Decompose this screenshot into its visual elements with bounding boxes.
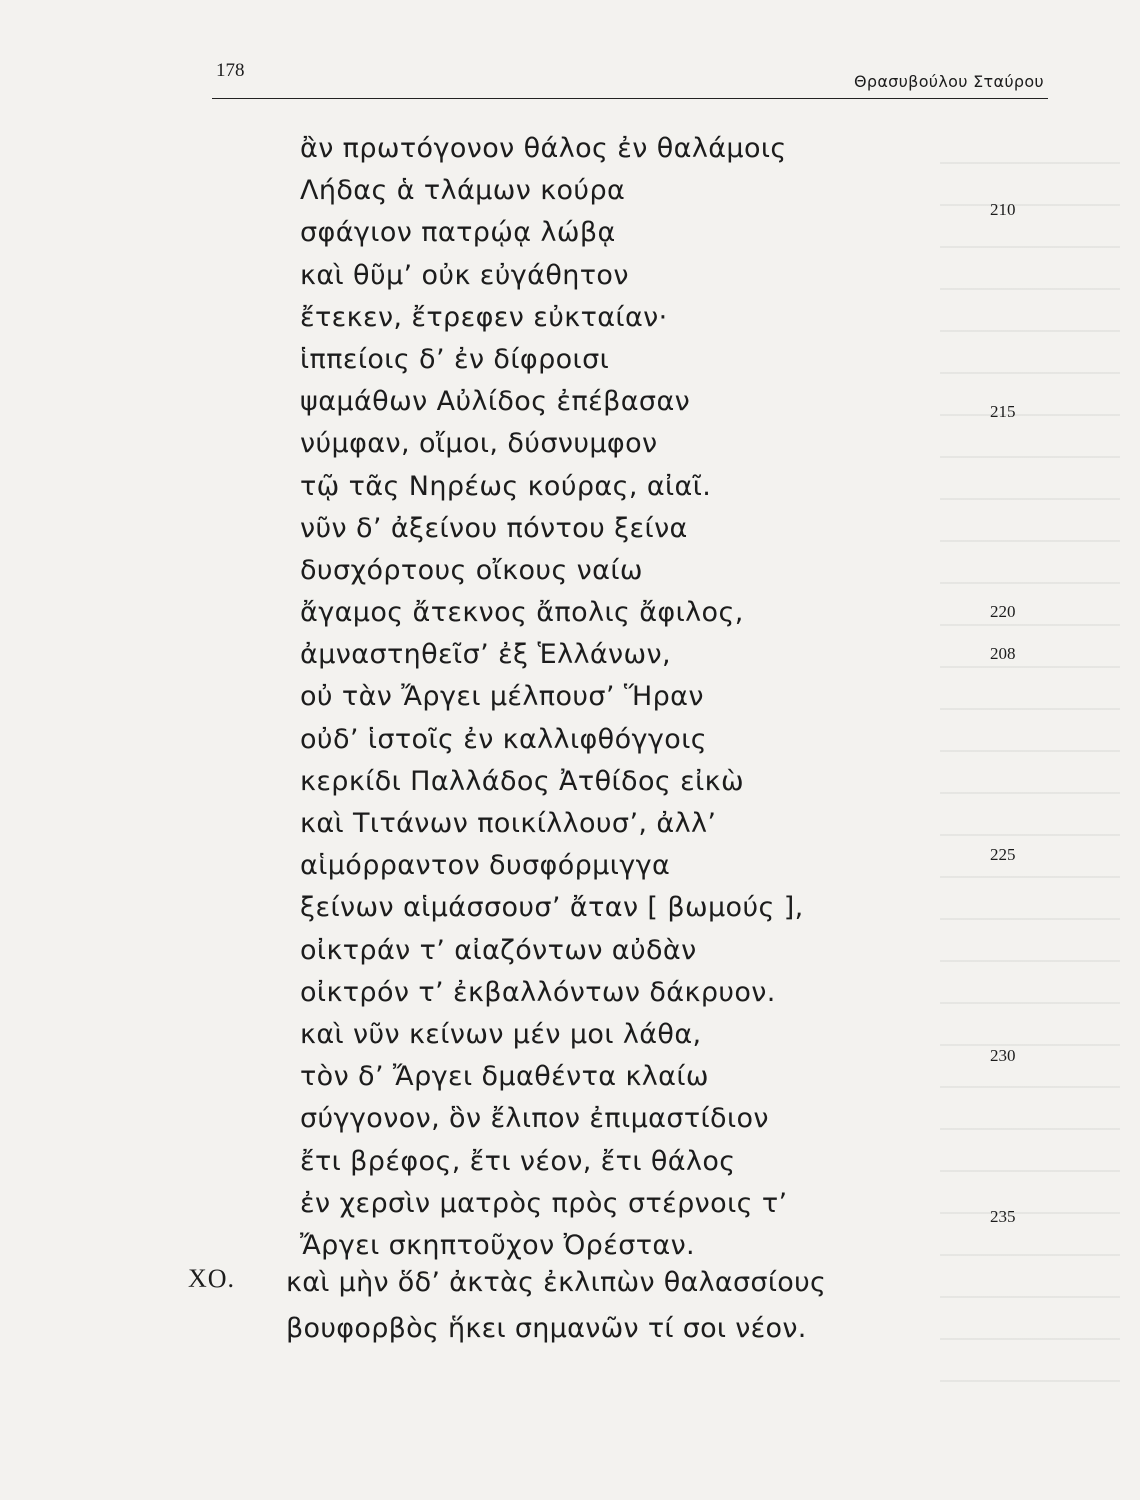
- verse-line: καὶ Τιτάνων ποικίλλουσ’, ἀλλ’: [300, 808, 717, 839]
- verse-line: ψαμάθων Αὐλίδος ἐπέβασαν: [300, 386, 691, 418]
- verse-line: καὶ θῦμ’ οὐκ εὐγάθητον: [300, 259, 629, 291]
- verse-block: [300, 128, 820, 1267]
- chorus-lines: [286, 1260, 826, 1352]
- line-number-215: 215: [990, 402, 1016, 421]
- verse-line: ἱππείοις δ’ ἐν δίφροισι: [300, 343, 610, 375]
- verse-line: τὸν δ’ Ἄργει δμαθέντα κλαίω: [300, 1061, 709, 1093]
- line-number-225: 225: [990, 845, 1016, 864]
- verse-line: αἱμόρραντον δυσφόρμιγγα: [300, 850, 671, 882]
- verse-line: τῷ τᾶς Νηρέως κούρας, αἰαῖ.: [300, 470, 712, 502]
- verse-line: οἰκτρόν τ’ ἐκβαλλόντων δάκρυον.: [300, 976, 776, 1008]
- page-header: [212, 58, 1048, 102]
- verse-line: ἐν χερσὶν ματρὸς πρὸς στέρνοις τ’: [300, 1187, 788, 1219]
- verse-line: κερκίδι Παλλάδος Ἀτθίδος εἰκὼ: [300, 765, 744, 797]
- verse-line: νύμφαν, οἴμοι, δύσνυμφον: [300, 428, 658, 460]
- verse-line: Λήδας ἁ τλάμων κούρα: [300, 175, 626, 207]
- verse-line: δυσχόρτους οἴκους ναίω: [300, 554, 643, 586]
- speaker-label: ΧΟ.: [188, 1264, 236, 1293]
- verse-line: καὶ νῦν κείνων μέν μοι λάθα,: [300, 1018, 702, 1050]
- verse-line: σύγγονον, ὃν ἔλιπον ἐπιμαστίδιον: [300, 1103, 769, 1135]
- verse-line: οἰκτράν τ’ αἰαζόντων αὐδὰν: [300, 934, 697, 966]
- verse-line: ξείνων αἱμάσσουσ’ ἄταν [ βωμούς ],: [300, 892, 804, 924]
- running-title: Θρασυβούλου Σταύρου: [853, 72, 1044, 91]
- line-number-230: 230: [990, 1046, 1016, 1065]
- verse-line: Ἄργει σκηπτοῦχον Ὀρέσταν.: [300, 1229, 696, 1261]
- chorus-line: βουφορβὸς ἥκει σημανῶν τί σοι νέον.: [286, 1313, 807, 1344]
- verse-line: ἔτι βρέφος, ἔτι νέον, ἔτι θάλος: [300, 1145, 736, 1177]
- page-number: 178: [216, 60, 245, 81]
- verse-line: ἂν πρωτόγονον θάλος ἐν θαλάμοις: [300, 133, 787, 164]
- verse-line: οὐδ’ ἱστοῖς ἐν καλλιφθόγγοις: [300, 723, 707, 755]
- verse-line: ἀμναστηθεῖσ’ ἐξ Ἑλλάνων,: [300, 639, 672, 671]
- line-number-220: 220: [990, 602, 1016, 621]
- verse-line: ἔτεκεν, ἔτρεφεν εὐκταίαν·: [300, 301, 668, 333]
- chorus-line: καὶ μὴν ὅδ’ ἀκτὰς ἐκλιπὼν θαλασσίους: [286, 1267, 827, 1298]
- verse-line: οὐ τὰν Ἄργει μέλπουσ’ Ἥραν: [300, 681, 704, 713]
- line-number-235: 235: [990, 1207, 1016, 1226]
- verse-line: ἄγαμος ἄτεκνος ἄπολις ἄφιλος,: [300, 597, 744, 629]
- line-number-208: 208: [990, 644, 1016, 663]
- verse-line: σφάγιον πατρῴᾳ λώβᾳ: [300, 217, 616, 249]
- header-rule: [212, 98, 1048, 99]
- verse-line: νῦν δ’ ἀξείνου πόντου ξείνα: [300, 512, 688, 544]
- line-number-210: 210: [990, 200, 1016, 219]
